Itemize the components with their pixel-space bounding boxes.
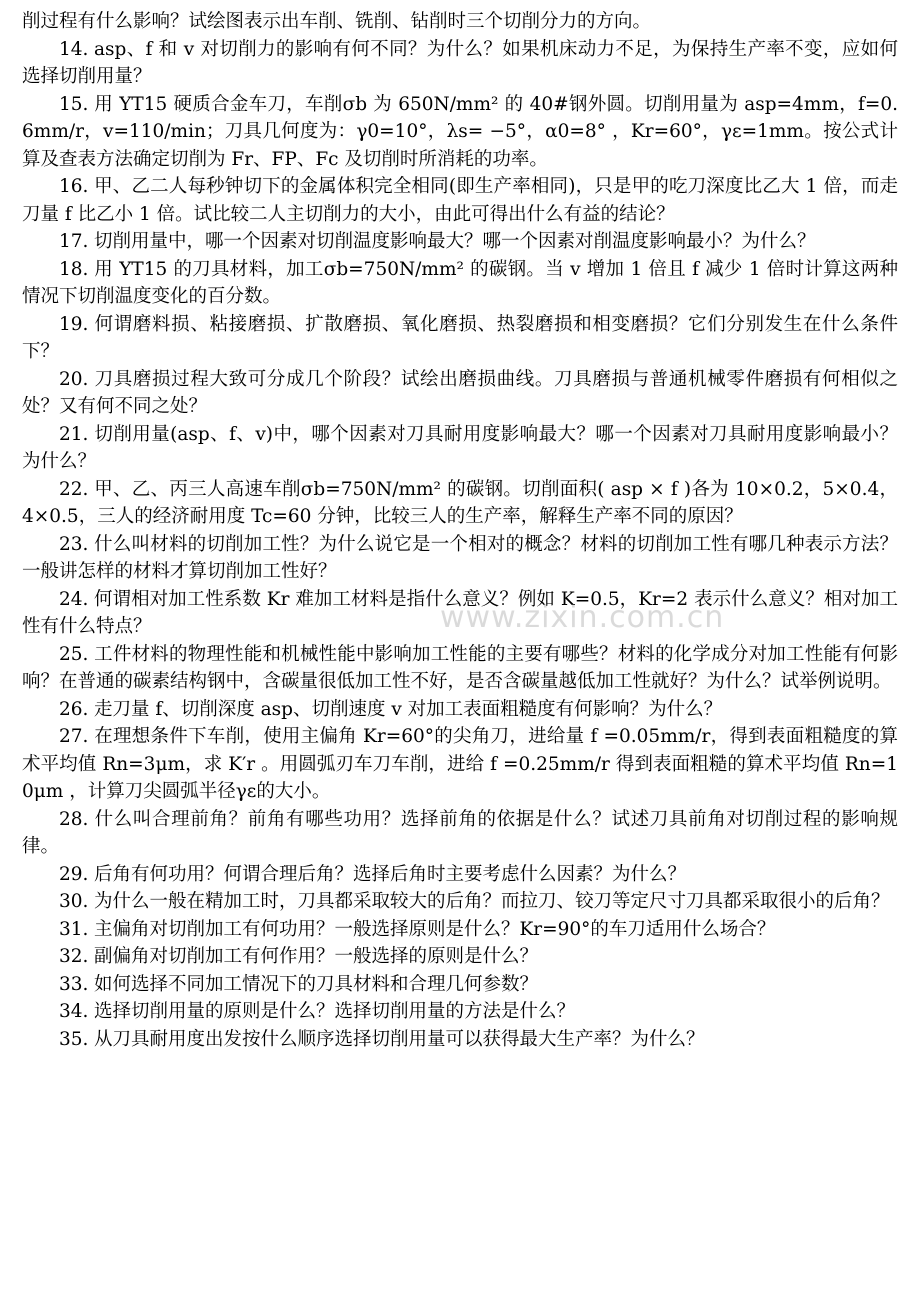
- question-item: [22, 971, 898, 999]
- question-number: 21.: [59, 423, 89, 445]
- question-number: 28.: [59, 808, 89, 830]
- question-text: 何谓磨料损、粘接磨损、扩散磨损、氧化磨损、热裂磨损和相变磨损？它们分别发生在什么条件下？: [22, 313, 898, 362]
- question-item: [22, 311, 898, 366]
- question-item: [22, 943, 898, 971]
- question-item: [22, 696, 898, 724]
- question-item: [22, 36, 898, 91]
- question-item: [22, 256, 898, 311]
- question-item: [22, 531, 898, 586]
- question-number: 14.: [59, 38, 89, 60]
- question-number: 27.: [59, 726, 89, 747]
- watermark: www.zixin.com.cn: [440, 600, 725, 635]
- question-item: [22, 723, 898, 806]
- question-text: 主偏角对切削加工有何功用？一般选择原则是什么？Kr=90°的车刀适用什么场合？: [93, 918, 776, 940]
- question-list: [22, 36, 898, 1054]
- question-text: 刀具磨损过程大致可分成几个阶段？试绘出磨损曲线。刀具磨损与普通机械零件磨损有何相似之处？又有何不同之处？: [22, 368, 898, 417]
- question-number: 19.: [59, 313, 89, 335]
- lead-paragraph: 削过程有什么影响？试绘图表示出车削、铣削、钻削时三个切削分力的方向。: [22, 11, 652, 32]
- question-text: 用 YT15 硬质合金车刀，车削σb 为 650N/mm² 的 40#钢外圆。切削用量为 asp=4mm，f=0.6mm/r，v=110/min；刀具几何度为：γ0=10°，λs= −5°，α0=8° ，Kr=60°，γε=1mm。按公式计算及查表方法确定切削为 Fr、FP、Fc 及切削时所消耗的功率。: [22, 93, 898, 170]
- question-number: 31.: [59, 918, 89, 940]
- question-text: asp、f 和 v 对切削力的影响有何不同？为什么？如果机床动力不足，为保持生产率不变，应如何选择切削用量？: [22, 38, 898, 87]
- question-number: 23.: [59, 533, 89, 555]
- question-item: [22, 641, 898, 696]
- question-number: 17.: [59, 231, 89, 252]
- question-item: [22, 586, 898, 641]
- question-text: 从刀具耐用度出发按什么顺序选择切削用量可以获得最大生产率？为什么？: [93, 1028, 705, 1050]
- question-item: [22, 998, 898, 1026]
- question-number: 29.: [59, 863, 89, 885]
- question-item: [22, 91, 898, 174]
- question-number: 26.: [59, 698, 89, 720]
- question-text: 何谓相对加工性系数 Kr 难加工材料是指什么意义？例如 K=0.5，Kr=2 表示什么意义？相对加工性有什么特点？: [22, 588, 898, 637]
- question-item: [22, 861, 898, 889]
- question-text: 什么叫合理前角？前角有哪些功用？选择前角的依据是什么？试述刀具前角对切削过程的影响规律。: [22, 808, 898, 857]
- question-text: 用 YT15 的刀具材料，加工σb=750N/mm² 的碳钢。当 v 增加 1 倍且 f 减少 1 倍时计算这两种情况下切削温度变化的百分数。: [22, 258, 898, 307]
- question-text: 后角有何功用？何谓合理后角？选择后角时主要考虑什么因素？为什么？: [93, 863, 686, 885]
- question-text: 在理想条件下车削，使用主偏角 Kr=60°的尖角刀，进给量 f =0.05mm/r，得到表面粗糙度的算术平均值 Rn=3μm，求 K′r 。用圆弧刃车刀车削，进给 f =0.25mm/r 得到表面粗糙的算术平均值 Rn=10μm ，计算刀尖圆弧半径γε的大小。: [22, 726, 898, 802]
- question-text: 选择切削用量的原则是什么？选择切削用量的方法是什么？: [93, 1001, 575, 1022]
- question-item: [22, 888, 898, 916]
- question-item: [22, 173, 898, 228]
- question-text: 走刀量 f、切削深度 asp、切削速度 v 对加工表面粗糙度有何影响？为什么？: [93, 698, 723, 720]
- question-item: [22, 228, 898, 256]
- question-number: 18.: [59, 258, 89, 280]
- question-text: 工件材料的物理性能和机械性能中影响加工性能的主要有哪些？材料的化学成分对加工性能有何影响？在普通的碳素结构钢中，含碳量很低加工性不好，是否含碳量越低加工性就好？为什么？试举例说明。: [22, 643, 898, 692]
- question-text: 切削用量(asp、f、v)中，哪个因素对刀具耐用度影响最大？哪一个因素对刀具耐用度影响最小？为什么？: [22, 423, 898, 472]
- question-text: 为什么一般在精加工时，刀具都采取较大的后角？而拉刀、铰刀等定尺寸刀具都采取很小的后角？: [93, 891, 890, 912]
- question-number: 16.: [59, 176, 89, 197]
- question-number: 34.: [59, 1001, 89, 1022]
- question-number: 15.: [59, 93, 89, 115]
- question-text: 切削用量中，哪一个因素对切削温度影响最大？哪一个因素对削温度影响最小？为什么？: [93, 231, 816, 252]
- question-text: 如何选择不同加工情况下的刀具材料和合理几何参数？: [93, 973, 538, 995]
- question-number: 25.: [59, 643, 89, 665]
- question-text: 什么叫材料的切削加工性？为什么说它是一个相对的概念？材料的切削加工性有哪几种表示方法？一般讲怎样的材料才算切削加工性好？: [22, 533, 898, 582]
- question-item: [22, 916, 898, 944]
- question-item: [22, 806, 898, 861]
- question-number: 20.: [59, 368, 89, 390]
- question-item: [22, 421, 898, 476]
- question-number: 32.: [59, 946, 89, 967]
- question-number: 24.: [59, 588, 89, 610]
- question-text: 甲、乙二人每秒钟切下的金属体积完全相同(即生产率相同)，只是甲的吃刀深度比乙大 1 倍，而走刀量 f 比乙小 1 倍。试比较二人主切削力的大小，由此可得出什么有益的结论？: [22, 176, 898, 225]
- question-text: 甲、乙、丙三人高速车削σb=750N/mm² 的碳钢。切削面积( asp × f )各为 10×0.2，5×0.4，4×0.5，三人的经济耐用度 Tc=60 分钟，比较三人的生产率，解释生产率不同的原因？: [22, 478, 898, 527]
- question-number: 22.: [59, 478, 89, 500]
- question-number: 33.: [59, 973, 89, 995]
- question-number: 30.: [59, 891, 89, 912]
- question-item: [22, 1026, 898, 1054]
- question-item: [22, 476, 898, 531]
- question-number: 35.: [59, 1028, 89, 1050]
- question-item: [22, 366, 898, 421]
- question-text: 副偏角对切削加工有何作用？一般选择的原则是什么？: [93, 946, 538, 967]
